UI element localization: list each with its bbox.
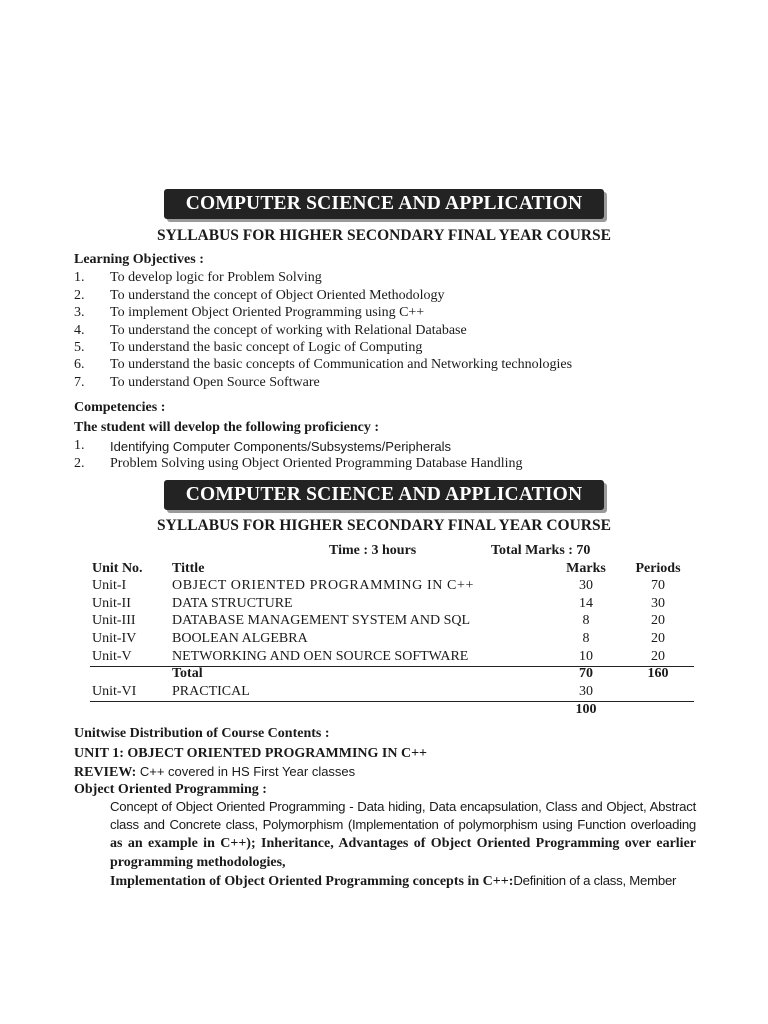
proficiency-heading: The student will develop the following proficiency : — [74, 420, 380, 435]
para-bold-text: as an example in C++); Inheritance, Advantages of Object Oriented Programming over earlier programming methodologies, — [110, 836, 696, 870]
header-marks: Marks — [566, 561, 606, 576]
cell-marks: 10 — [579, 649, 593, 664]
header-periods: Periods — [635, 561, 681, 576]
cell-title: DATABASE MANAGEMENT SYSTEM AND SQL — [172, 613, 471, 628]
item-number: 2. — [74, 456, 85, 471]
cell-periods: 70 — [651, 578, 665, 593]
cell-unit: Unit-VI — [92, 684, 137, 699]
cell-unit: Unit-III — [92, 613, 136, 628]
cell-periods: 20 — [651, 613, 665, 628]
item-number: 1. — [74, 438, 85, 453]
cell-marks: 8 — [582, 613, 590, 628]
item-text: To understand the basic concept of Logic of Computing — [110, 340, 423, 355]
item-number: 1. — [74, 270, 85, 285]
section-banner: COMPUTER SCIENCE AND APPLICATION — [164, 189, 604, 219]
item-text: To understand the basic concepts of Communication and Networking technologies — [110, 357, 573, 372]
oop-paragraph — [110, 798, 696, 891]
competencies-heading: Competencies : — [74, 400, 166, 415]
para-text: Definition of a class, Member — [513, 873, 677, 888]
item-number: 6. — [74, 357, 85, 372]
exam-time: Time : 3 hours — [329, 543, 417, 558]
para-bold-text: Implementation of Object Oriented Programming concepts in C++: — [110, 874, 514, 889]
total-marks-cell: 70 — [579, 666, 593, 681]
item-number: 3. — [74, 305, 85, 320]
cell-title: PRACTICAL — [172, 684, 250, 699]
grand-total: 100 — [575, 702, 597, 717]
cell-unit: Unit-II — [92, 596, 131, 611]
cell-unit: Unit-I — [92, 578, 127, 593]
item-text: To understand the concept of working with Relational Database — [110, 323, 467, 338]
item-text: To implement Object Oriented Programming using C++ — [110, 305, 425, 320]
cell-marks: 8 — [582, 631, 590, 646]
item-text: Identifying Computer Components/Subsystems/Peripherals — [110, 439, 452, 454]
item-text: Problem Solving using Object Oriented Programming Database Handling — [110, 456, 523, 471]
cell-marks: 30 — [579, 578, 593, 593]
item-text: To understand the concept of Object Oriented Methodology — [110, 288, 445, 303]
item-number: 5. — [74, 340, 85, 355]
total-label: Total — [172, 666, 203, 681]
review-label: REVIEW: — [74, 765, 137, 780]
cell-unit: Unit-IV — [92, 631, 137, 646]
cell-title: OBJECT ORIENTED PROGRAMMING IN C++ — [172, 578, 474, 593]
cell-periods: 20 — [651, 631, 665, 646]
item-text: To develop logic for Problem Solving — [110, 270, 322, 285]
header-title: Tittle — [172, 561, 205, 576]
unit1-heading: UNIT 1: OBJECT ORIENTED PROGRAMMING IN C++ — [74, 746, 428, 761]
review-text: C++ covered in HS First Year classes — [136, 764, 356, 779]
total-marks: Total Marks : 70 — [491, 543, 591, 558]
cell-marks: 30 — [579, 684, 593, 699]
section-banner: COMPUTER SCIENCE AND APPLICATION — [164, 480, 604, 510]
cell-title: BOOLEAN ALGEBRA — [172, 631, 308, 646]
oop-heading: Object Oriented Programming : — [74, 782, 267, 797]
cell-unit: Unit-V — [92, 649, 132, 664]
cell-title: NETWORKING AND OEN SOURCE SOFTWARE — [172, 649, 469, 664]
item-number: 2. — [74, 288, 85, 303]
objectives-heading: Learning Objectives : — [74, 252, 204, 267]
review-line — [74, 764, 355, 781]
item-text: To understand Open Source Software — [110, 375, 320, 390]
cell-periods: 30 — [651, 596, 665, 611]
item-number: 4. — [74, 323, 85, 338]
distribution-heading: Unitwise Distribution of Course Contents : — [74, 726, 330, 741]
item-number: 7. — [74, 375, 85, 390]
cell-title: DATA STRUCTURE — [172, 596, 293, 611]
syllabus-subtitle: SYLLABUS FOR HIGHER SECONDARY FINAL YEAR COURSE — [157, 517, 611, 534]
cell-periods: 20 — [651, 649, 665, 664]
cell-marks: 14 — [579, 596, 593, 611]
para-text: Concept of Object Oriented Programming - Data hiding, Data encapsulation, Class and Object, Abstract class and Concrete class, Polymorphism (Implementation of polymorphism using Function overloading — [110, 799, 696, 832]
total-periods-cell: 160 — [647, 666, 669, 681]
syllabus-subtitle: SYLLABUS FOR HIGHER SECONDARY FINAL YEAR COURSE — [157, 227, 611, 244]
header-unit: Unit No. — [92, 561, 143, 576]
